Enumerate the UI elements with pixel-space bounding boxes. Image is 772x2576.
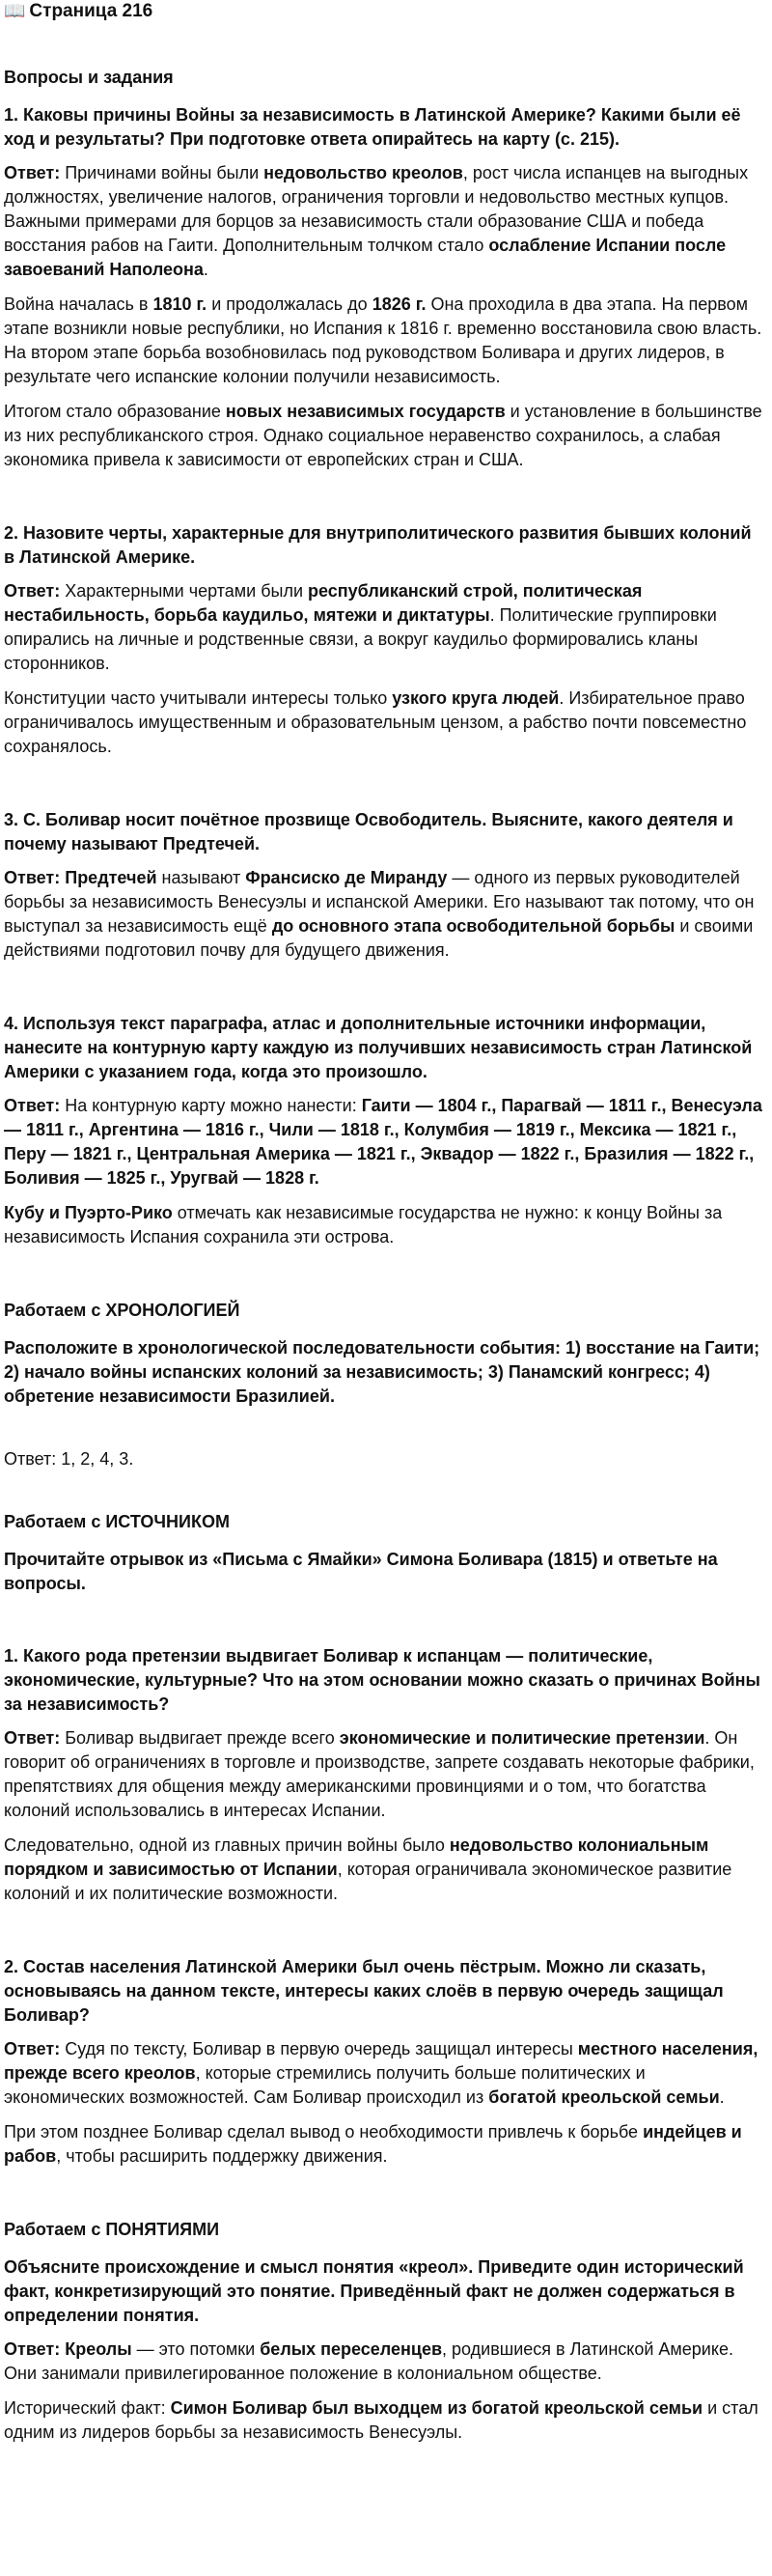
bold-text-run: новых независимых государств bbox=[225, 402, 506, 421]
book-icon: 📖 bbox=[4, 0, 26, 20]
bold-text-run: недовольство колониальным порядком и зависимостью от Испании bbox=[4, 1835, 709, 1879]
text-run: Причинами войны были bbox=[60, 163, 264, 182]
bold-text-run: недовольство креолов bbox=[263, 163, 463, 182]
bold-text-run: Ответ: bbox=[4, 581, 61, 601]
text-run: . Он говорит об ограничениях в торговле и производстве, запрете создавать некоторые фабрики, препятствиях для общения между американскими провинциями и о том, что богатства колоний использовались в интересах Испании. bbox=[4, 1728, 755, 1820]
bold-text-run: Предтечей bbox=[65, 868, 157, 887]
source-answer-1-paragraph-1 bbox=[4, 1726, 764, 1823]
chronology-task: Расположите в хронологической последовательности события: 1) восстание на Гаити; 2) начало войны испанских колоний за независимость; 3) Панамский конгресс; 4) обретение независимости Бразилией. bbox=[4, 1338, 760, 1406]
answer-label: Ответ: bbox=[4, 163, 61, 182]
bold-text-run: Креолы bbox=[65, 2339, 132, 2359]
source-answer-2-paragraph-1 bbox=[4, 2037, 764, 2110]
section-title-source: Работаем с ИСТОЧНИКОМ bbox=[4, 1512, 230, 1531]
text-run: . bbox=[203, 260, 208, 279]
source-question-1: 1. Какого рода претензии выдвигает Боливар к испанцам — политические, экономические, культурные? Что на этом основании можно сказать о причинах Войны за независимость? bbox=[4, 1646, 760, 1714]
section-title-chronology: Работаем с ХРОНОЛОГИЕЙ bbox=[4, 1301, 240, 1320]
text-run: Она проходила в два этапа. На первом этапе возникли новые республики, но Испания к 1816 г. временно восстановила свою власть. На втором этапе борьба возобновилась под руководством Боливара и других лидеров, в результате чего испанские колонии получили независимость. bbox=[4, 294, 762, 386]
bold-text-run: экономические и политические претензии bbox=[339, 1728, 705, 1748]
text-run: , рост числа испанцев на выгодных должностях, увеличение налогов, ограничения торговли и недовольство местных купцов. Важными примерами для борцов за независимость стали образование США и победа восстания рабов на Гаити. Дополнительным толчком стало bbox=[4, 163, 749, 255]
text-run: , которая ограничивала экономическое развитие колоний и их политические возможности. bbox=[4, 1860, 732, 1903]
question-2: 2. Назовите черты, характерные для внутриполитического развития бывших колоний в Латинской Америке. bbox=[4, 523, 752, 567]
bold-text-run: ослабление Испании после завоеваний Наполеона bbox=[4, 236, 727, 279]
concepts-answer-paragraph-1 bbox=[4, 2338, 764, 2386]
text-run: отмечать как независимые государства не нужно: к концу Войны за независимость Испания сохранила эти острова. bbox=[4, 1203, 723, 1246]
page-header bbox=[4, 0, 764, 21]
question-4: 4. Используя текст параграфа, атлас и дополнительные источники информации, нанесите на контурную карту каждую из получивших независимость стран Латинской Америки с указанием года, когда это произошло. bbox=[4, 1014, 753, 1081]
source-answer-1-paragraph-2 bbox=[4, 1834, 764, 1906]
text-run: и своими действиями подготовил почву для будущего движения. bbox=[4, 916, 754, 960]
text-run: , родившиеся в Латинской Америке. Они занимали привилегированное положение в колониальном обществе. bbox=[4, 2339, 733, 2383]
text-run: На контурную карту можно нанести: bbox=[60, 1096, 362, 1115]
concepts-answer-paragraph-2 bbox=[4, 2396, 764, 2445]
bold-text-run: Ответ: bbox=[4, 868, 61, 887]
concepts-task: Объясните происхождение и смысл понятия «креол». Приведите один исторический факт, конкретизирующий это понятие. Приведённый факт не должен содержаться в определении понятия. bbox=[4, 2257, 744, 2325]
text-run: и продолжалась до bbox=[207, 294, 372, 314]
bold-text-run: 1826 г. bbox=[372, 294, 427, 314]
answer-3-paragraph-1 bbox=[4, 866, 764, 963]
answer-4-paragraph-1 bbox=[4, 1094, 764, 1190]
source-answer-2-paragraph-2 bbox=[4, 2120, 764, 2169]
text-run: Конституции часто учитывали интересы только bbox=[4, 688, 393, 708]
answer-2-paragraph-1 bbox=[4, 579, 764, 676]
text-run: . Политические группировки опирались на личные и родственные связи, а вокруг каудильо формировались кланы сторонников. bbox=[4, 605, 717, 673]
bold-text-run: местного населения, прежде всего креолов bbox=[4, 2039, 758, 2083]
text-run: называют bbox=[156, 868, 246, 887]
bold-text-run: Ответ: bbox=[4, 1728, 61, 1748]
text-run: — это потомки bbox=[131, 2339, 261, 2359]
source-question-2: 2. Состав населения Латинской Америки был очень пёстрым. Можно ли сказать, основываясь на данном тексте, интересы каких слоёв в первую очередь защищал Боливар? bbox=[4, 1957, 724, 2025]
answer-1-paragraph-3 bbox=[4, 400, 764, 472]
bold-text-run: республиканский строй, политическая нестабильность, борьба каудильо, мятежи и диктатуры bbox=[4, 581, 643, 625]
answer-1-paragraph-2 bbox=[4, 293, 764, 389]
text-run: и установление в большинстве из них республиканского строя. Однако социальное неравенство сохранилось, а слабая экономика привела к зависимости от европейских стран и США. bbox=[4, 402, 762, 469]
chronology-answer: Ответ: 1, 2, 4, 3. bbox=[4, 1449, 134, 1469]
text-run: Боливар выдвигает прежде всего bbox=[60, 1728, 340, 1748]
text-run: Итогом стало образование bbox=[4, 402, 226, 421]
bold-text-run: 1810 г. bbox=[152, 294, 207, 314]
question-1: 1. Каковы причины Войны за независимость в Латинской Америке? Какими были её ход и результаты? При подготовке ответа опирайтесь на карту (с. 215). bbox=[4, 105, 741, 149]
bold-text-run: индейцев и рабов bbox=[4, 2122, 742, 2166]
bold-text-run: Ответ: bbox=[4, 2339, 61, 2359]
bold-text-run: Симон Боливар был выходцем из богатой креольской семьи bbox=[170, 2398, 703, 2418]
bold-text-run: до основного этапа освободительной борьбы bbox=[271, 916, 676, 936]
source-task: Прочитайте отрывок из «Письма с Ямайки» Симона Боливара (1815) и ответьте на вопросы. bbox=[4, 1550, 718, 1593]
bold-text-run: Кубу и Пуэрто-Рико bbox=[4, 1203, 173, 1222]
bold-text-run: узкого круга людей bbox=[392, 688, 560, 708]
text-run: Характерными чертами были bbox=[60, 581, 309, 601]
text-run: . Избирательное право ограничивалось имущественным и образовательным цензом, а рабство почти повсеместно сохранялось. bbox=[4, 688, 747, 756]
text-run: — одного из первых руководителей борьбы за независимость Венесуэлы и испанской Америки. Его называют так потому, что он выступал за независимость ещё bbox=[4, 868, 755, 936]
section-title-questions: Вопросы и задания bbox=[4, 68, 174, 87]
bold-text-run: Гаити — 1804 г., Парагвай — 1811 г., Венесуэла — 1811 г., Аргентина — 1816 г., Чили — 1818 г., Колумбия — 1819 г., Мексика — 1821 г., Перу — 1821 г., Центральная Америка — 1821 г., Эквадор — 1822 г., Бразилия — 1822 г., Боливия — 1825 г., Уругвай — 1828 г. bbox=[4, 1096, 762, 1188]
text-run: , которые стремились получить больше политических и экономических возможностей. Сам Боливар происходил из bbox=[4, 2063, 646, 2107]
text-run: Исторический факт: bbox=[4, 2398, 171, 2418]
bold-text-run: Ответ: bbox=[4, 1096, 61, 1115]
bold-text-run: богатой креольской семьи bbox=[488, 2087, 720, 2107]
page-title: Страница 216 bbox=[29, 0, 153, 21]
answer-1-paragraph-1 bbox=[4, 161, 764, 282]
bold-text-run: Ответ: bbox=[4, 2039, 61, 2058]
text-run: Следовательно, одной из главных причин войны было bbox=[4, 1835, 450, 1855]
question-3: 3. С. Боливар носит почётное прозвище Освободитель. Выясните, какого деятеля и почему называют Предтечей. bbox=[4, 810, 733, 854]
text-run: Война началась в bbox=[4, 294, 153, 314]
text-run: , чтобы расширить поддержку движения. bbox=[56, 2146, 388, 2166]
bold-text-run: белых переселенцев bbox=[260, 2339, 443, 2359]
section-title-concepts: Работаем с ПОНЯТИЯМИ bbox=[4, 2220, 220, 2239]
text-run: . bbox=[719, 2087, 725, 2107]
text-run: При этом позднее Боливар сделал вывод о необходимости привлечь к борьбе bbox=[4, 2122, 644, 2142]
answer-2-paragraph-2 bbox=[4, 686, 764, 759]
bold-text-run: Франсиско де Миранду bbox=[245, 868, 448, 887]
answer-4-paragraph-2 bbox=[4, 1201, 764, 1249]
text-run: Судя по тексту, Боливар в первую очередь защищал интересы bbox=[60, 2039, 578, 2058]
text-run: и стал одним из лидеров борьбы за независимость Венесуэлы. bbox=[4, 2398, 758, 2442]
